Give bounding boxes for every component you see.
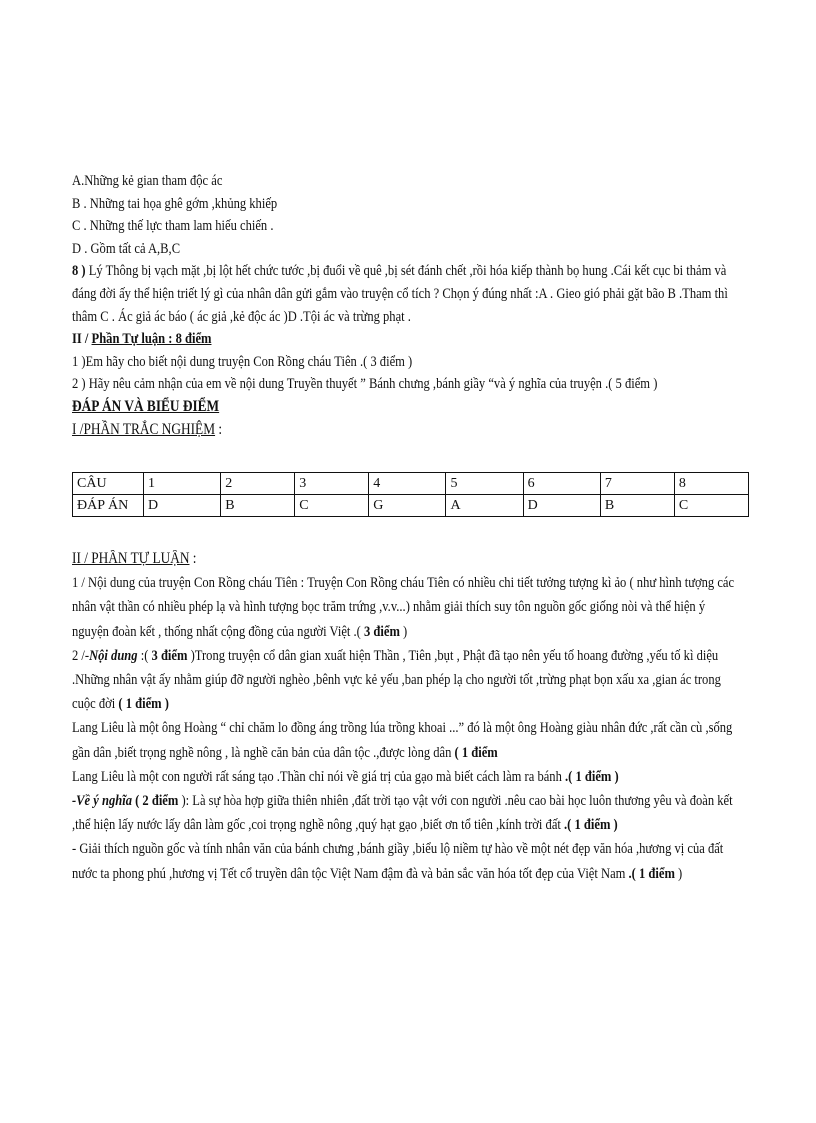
question-8-line-3: thâm C . Ác giả ác báo ( ác giả ,kẻ độc ác )D .Tội ác và trừng phạt . bbox=[72, 308, 411, 325]
question-cell: 5 bbox=[446, 473, 523, 495]
option-c: C . Những thế lực tham lam hiếu chiến . bbox=[72, 218, 274, 235]
essay-question-1: 1 )Em hãy cho biết nội dung truyện Con Rồng cháu Tiên .( 3 điểm ) bbox=[72, 353, 413, 370]
score: 3 điểm bbox=[360, 623, 404, 640]
question-8-line-1: 8 ) Lý Thông bị vạch mặt ,bị lột hết chức tước ,bị đuổi về quê ,bị sét đánh chết ,rồi hóa kiếp thành bọ hung .Cái kết cục bi thảm và bbox=[72, 263, 727, 280]
answer-3-line-2: gần dân ,biết trọng nghề nông , là nghề căn bản của dân tộc .,được lòng dân ( 1 điểm bbox=[72, 744, 498, 761]
answer-cell: B bbox=[600, 495, 674, 517]
answer-2-line-3: cuộc đời ( 1 điểm ) bbox=[72, 696, 169, 713]
score: .( 1 điểm bbox=[625, 865, 675, 882]
question-cell: 6 bbox=[523, 473, 600, 495]
answer-cell: B bbox=[221, 495, 295, 517]
answer-1-line-2: nhân vật thần có nhiều phép lạ và hình tượng bọc trăm trứng ,v.v...) nhằm giải thích suy tôn nguồn gốc giống nòi và thể hiện ý bbox=[72, 599, 706, 616]
answer-cell: G bbox=[369, 495, 446, 517]
question-cell: 7 bbox=[600, 473, 674, 495]
table-row-answers bbox=[73, 495, 749, 517]
question-8-line-2: đáng đời ấy thể hiện triết lý gì của nhân dân gửi gắm vào truyện cổ tích ? Chọn ý đúng nhất :A . Gieo gió phải gặt bão B .Tham thì bbox=[72, 285, 728, 302]
score: .( 1 điểm ) bbox=[561, 768, 619, 785]
answer-6-line-1: - Giải thích nguồn gốc và tính nhân văn của bánh chưng ,bánh giầy ,biểu lộ niềm tự hào về một nét đẹp văn hóa ,hương vị của đất bbox=[72, 841, 724, 858]
score: ( 2 điểm bbox=[131, 793, 182, 810]
option-d: D . Gồm tất cả A,B,C bbox=[72, 240, 181, 257]
question-cell: 4 bbox=[369, 473, 446, 495]
question-cell: 2 bbox=[221, 473, 295, 495]
content-label: Nội dung bbox=[89, 647, 138, 664]
answer-cell: C bbox=[295, 495, 369, 517]
quiz-and-essay-section bbox=[72, 170, 751, 441]
essay-question-2: 2 ) Hãy nêu cảm nhận của em về nội dung Truyền thuyết ” Bánh chưng ,bánh giầy “và ý nghĩa của truyện .( 5 điểm ) bbox=[72, 376, 658, 393]
answer-1-line-3: nguyện đoàn kết , thống nhất cộng đồng của người Việt .( 3 điểm ) bbox=[72, 623, 408, 640]
answer-2-line-1: 2 /-Nội dung :( 3 điểm )Trong truyện cổ dân gian xuất hiện Thần , Tiên ,bụt , Phật đã tạo nên yếu tố hoang đường ,yếu tố kì diệu bbox=[72, 647, 719, 664]
row-label-questions: CÂU bbox=[73, 473, 144, 495]
answer-key-title: ĐÁP ÁN VÀ BIỂU ĐIỂM bbox=[72, 397, 220, 415]
table-row-questions bbox=[73, 473, 749, 495]
answer-6-line-2: nước ta phong phú ,hương vị Tết cổ truyền dân tộc Việt Nam đậm đà và bản sắc văn hóa tốt đẹp của Việt Nam .( 1 điểm ) bbox=[72, 865, 683, 882]
question-cell: 1 bbox=[144, 473, 221, 495]
score: .( 1 điểm ) bbox=[560, 817, 618, 834]
essay-answer-section bbox=[72, 547, 751, 886]
answer-3-line-1: Lang Liêu là một ông Hoàng “ chỉ chăm lo đồng áng trồng lúa trồng khoai ...” đó là một ông Hoàng giàu nhân đức ,rất cần cù ,sống bbox=[72, 720, 733, 737]
essay-heading: II / Phần Tự luận : 8 điểm bbox=[72, 331, 212, 348]
question-cell: 3 bbox=[295, 473, 369, 495]
answer-5-line-2: ,thể hiện lấy nước lấy dân làm gốc ,coi trọng nghề nông ,quý hạt gạo ,biết ơn tổ tiên ,kính trời đất .( 1 điểm ) bbox=[72, 817, 618, 834]
section-1-heading: I /PHẦN TRẮC NGHIỆM : bbox=[72, 420, 223, 438]
answer-table bbox=[72, 472, 749, 517]
score: ( 1 điểm ) bbox=[115, 696, 169, 713]
answer-cell: C bbox=[674, 495, 748, 517]
row-label-answers: ĐÁP ÁN bbox=[73, 495, 144, 517]
answer-4-line-1: Lang Liêu là một con người rất sáng tạo .Thần chỉ nói về giá trị của gạo mà biết cách làm ra bánh .( 1 điểm ) bbox=[72, 768, 619, 785]
answer-cell: D bbox=[523, 495, 600, 517]
option-a: A.Những kẻ gian tham độc ác bbox=[72, 173, 223, 189]
section-2-heading: II / PHẦN TỰ LUẬN : bbox=[72, 550, 197, 567]
answer-cell: A bbox=[446, 495, 523, 517]
answer-1-line-1: 1 / Nội dung của truyện Con Rồng cháu Tiên : Truyện Con Rồng cháu Tiên có nhiều chi tiết tưởng tượng kì ảo ( như hình tượng các bbox=[72, 575, 735, 592]
answer-cell: D bbox=[144, 495, 221, 517]
question-8-number: 8 ) bbox=[72, 263, 86, 280]
option-b: B . Những tai họa ghê gớm ,khủng khiếp bbox=[72, 195, 278, 212]
score: ( 1 điểm bbox=[451, 744, 498, 761]
score: 3 điểm bbox=[148, 647, 191, 664]
question-cell: 8 bbox=[674, 473, 748, 495]
answer-5-line-1: -Về ý nghĩa ( 2 điểm ): Là sự hòa hợp giữa thiên nhiên ,đất trời tạo vật với con người .nêu cao bài học luôn thương yêu và đoàn kết bbox=[72, 793, 733, 810]
meaning-label: -Về ý nghĩa bbox=[72, 793, 132, 810]
answer-2-line-2: .Những nhân vật ấy nhằm giúp đỡ người nghèo ,bênh vực kẻ yếu ,ban phép lạ cho người tốt ,trừng phạt bọn xấu xa ,gian ác trong bbox=[72, 672, 721, 689]
